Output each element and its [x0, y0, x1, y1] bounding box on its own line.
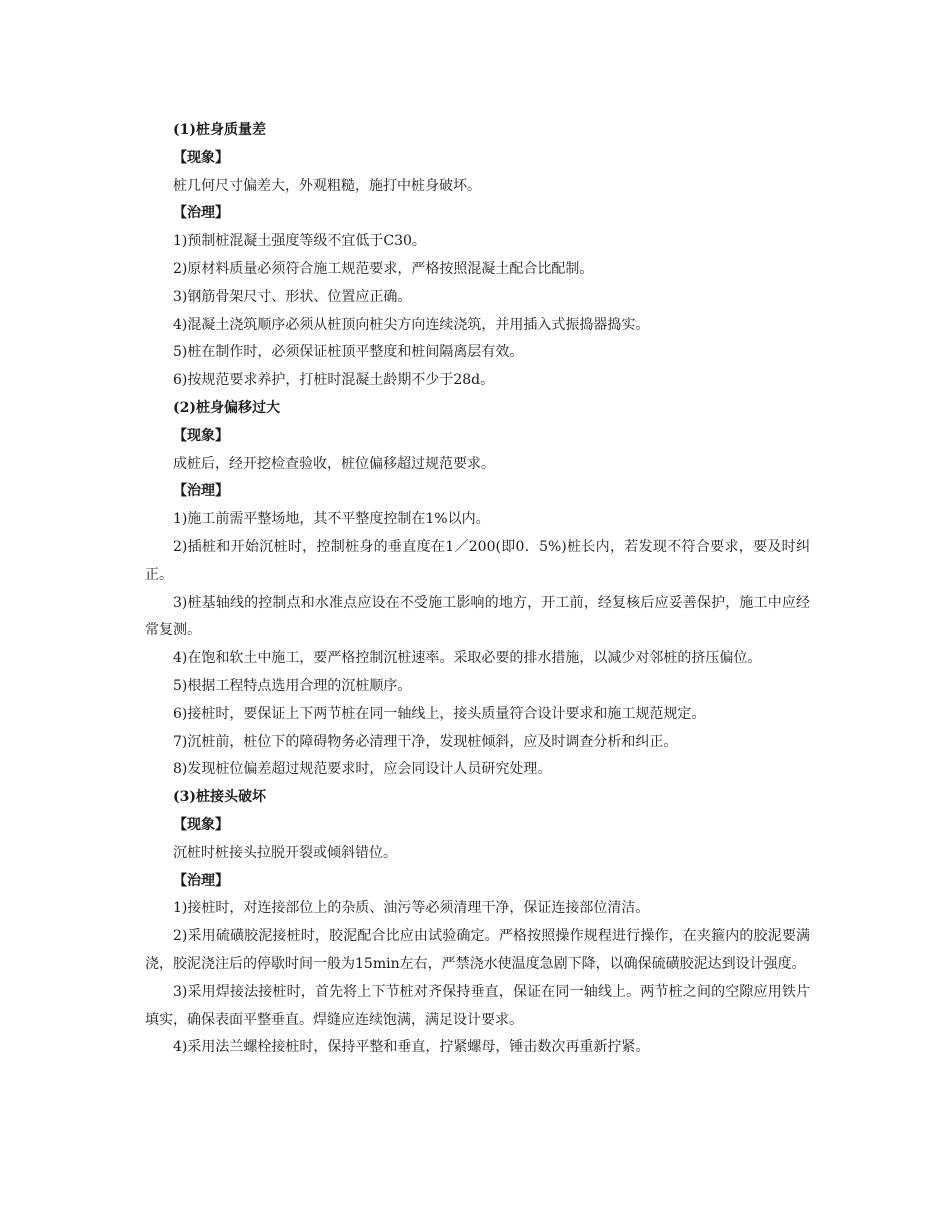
treatment-item: 1)预制桩混凝土强度等级不宜低于C30。 — [173, 233, 426, 250]
phenomenon-label: 【现象】 — [173, 149, 229, 166]
treatment-item: 3)钢筋骨架尺寸、形状、位置应正确。 — [173, 288, 412, 305]
phenomenon-text: 成桩后，经开挖检查验收，桩位偏移超过规范要求。 — [173, 455, 495, 472]
treatment-item: 8)发现桩位偏差超过规范要求时，应会同设计人员研究处理。 — [173, 761, 552, 778]
phenomenon-text: 沉桩时桩接头拉脱开裂或倾斜错位。 — [173, 844, 397, 861]
section-title: (3)桩接头破坏 — [173, 789, 266, 806]
treatment-item: 1)接桩时，对连接部位上的杂质、油污等必须清理干净，保证连接部位清洁。 — [173, 900, 650, 917]
document-body — [145, 117, 810, 1062]
treatment-label: 【治理】 — [173, 483, 229, 500]
phenomenon-label: 【现象】 — [173, 427, 229, 444]
treatment-item: 6)按规范要求养护，打桩时混凝土龄期不少于28d。 — [173, 372, 495, 389]
phenomenon-label: 【现象】 — [173, 816, 229, 833]
treatment-item: 5)根据工程特点选用合理的沉桩顺序。 — [173, 677, 412, 694]
treatment-item: 2)原材料质量必须符合施工规范要求，严格按照混凝土配合比配制。 — [173, 260, 594, 277]
phenomenon-text: 桩几何尺寸偏差大，外观粗糙，施打中桩身破坏。 — [173, 177, 481, 194]
section-title: (2)桩身偏移过大 — [173, 399, 280, 416]
treatment-label: 【治理】 — [173, 205, 229, 222]
treatment-item: 4)混凝土浇筑顺序必须从桩顶向桩尖方向连续浇筑，并用插入式振捣器捣实。 — [173, 316, 650, 333]
treatment-label: 【治理】 — [173, 872, 229, 889]
treatment-item: 3)采用焊接法接桩时，首先将上下节桩对齐保持垂直，保证在同一轴线上。两节桩之间的空隙应用铁片填实，确保表面平整垂直。焊缝应连续饱满，满足设计要求。 — [145, 983, 810, 1028]
treatment-item: 4)在饱和软土中施工，要严格控制沉桩速率。采取必要的排水措施，以减少对邻桩的挤压偏位。 — [173, 650, 762, 667]
treatment-item: 4)采用法兰螺栓接桩时，保持平整和垂直，拧紧螺母，锤击数次再重新拧紧。 — [173, 1039, 650, 1056]
treatment-item: 2)采用硫磺胶泥接桩时，胶泥配合比应由试验确定。严格按照操作规程进行操作，在夹箍内的胶泥要满浇，胶泥浇注后的停歇时间一般为15min左右，严禁浇水使温度急剧下降，以确保硫磺胶泥达到设计强度。 — [145, 928, 810, 972]
treatment-item: 5)桩在制作时，必须保证桩顶平整度和桩间隔离层有效。 — [173, 344, 524, 361]
section-title: (1)桩身质量差 — [173, 122, 266, 138]
treatment-item: 3)桩基轴线的控制点和水准点应设在不受施工影响的地方，开工前，经复核后应妥善保护，施工中应经常复测。 — [145, 594, 810, 639]
treatment-item: 2)插桩和开始沉桩时，控制桩身的垂直度在1／200(即0．5%)桩长内，若发现不符合要求，要及时纠正。 — [145, 538, 810, 583]
treatment-item: 1)施工前需平整场地，其不平整度控制在1%以内。 — [173, 511, 490, 528]
treatment-item: 7)沉桩前，桩位下的障碍物务必清理干净，发现桩倾斜，应及时调查分析和纠正。 — [173, 733, 678, 750]
treatment-item: 6)接桩时，要保证上下两节桩在同一轴线上，接头质量符合设计要求和施工规范规定。 — [173, 705, 706, 722]
